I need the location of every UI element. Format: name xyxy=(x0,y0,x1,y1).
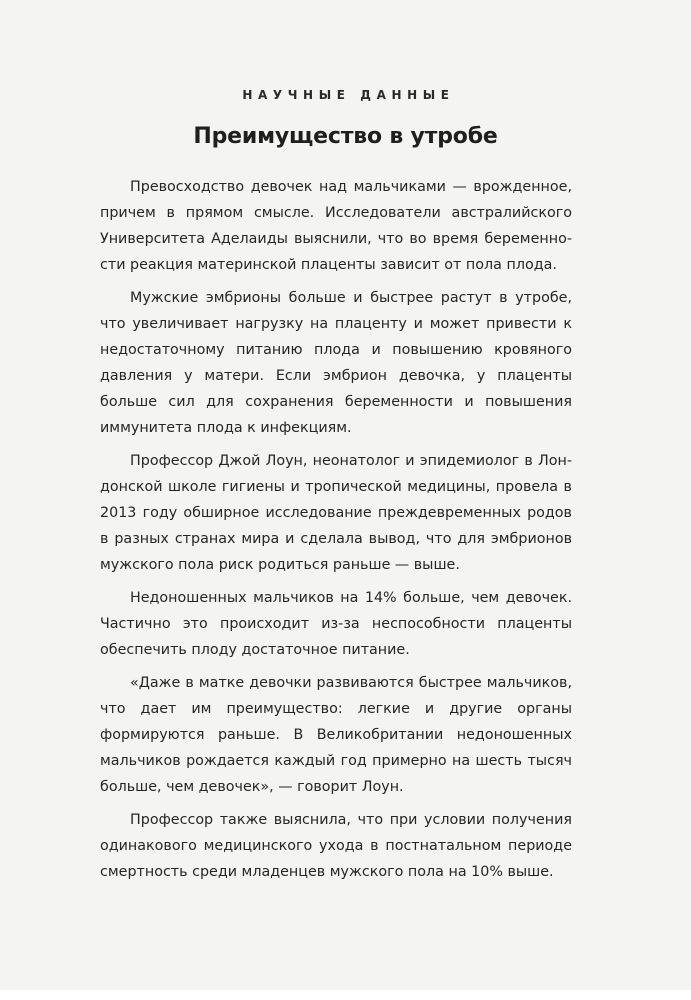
page-title: Преимущество в утробе xyxy=(193,124,498,149)
paragraph: Профессор также выяснила, что при условии получения одинакового медицинского ухода в постнатальном периоде смертность среди младенцев мужского пола на 10% выше. xyxy=(100,812,572,880)
paragraph: Превосходство девочек над мальчиками — врожденное, причем в прямом смысле. Исследователи австралийского Университета Аделаиды выяснили, что во время беременности реакция материнской плаценты зависит от пола плода. xyxy=(100,179,572,273)
page-bottom-edge xyxy=(0,990,691,1000)
paragraph: Недоношенных мальчиков на 14% больше, чем девочек. Частично это происходит из-за неспособности плаценты обеспечить плоду достаточное питание. xyxy=(100,590,572,658)
section-label: НАУЧНЫЕ ДАННЫЕ xyxy=(242,88,455,102)
paragraph: «Даже в матке девочки развиваются быстрее мальчиков, что дает им преимущество: легкие и другие органы формируются раньше. В Великобритании недоношенных мальчиков рождается каждый год примерно на шесть тысяч больше, чем девочек», — говорит Лоун. xyxy=(100,675,572,795)
paragraph: Мужские эмбрионы больше и быстрее растут в утробе, что увеличивает нагрузку на плаценту и может привести к недостаточному питанию плода и повышению кровяного давления у матери. Если эмбрион девочка, у плаценты больше сил для сохранения беременности и повышения иммунитета плода к инфекциям. xyxy=(100,290,572,436)
article-body xyxy=(100,174,572,885)
paragraph: Профессор Джой Лоун, неонатолог и эпидемиолог в Лондонской школе гигиены и тропической медицины, провела в 2013 году обширное исследование преждевременных родов в разных странах мира и сделала вывод, что для эмбрионов мужского пола риск родиться раньше — выше. xyxy=(100,453,572,573)
